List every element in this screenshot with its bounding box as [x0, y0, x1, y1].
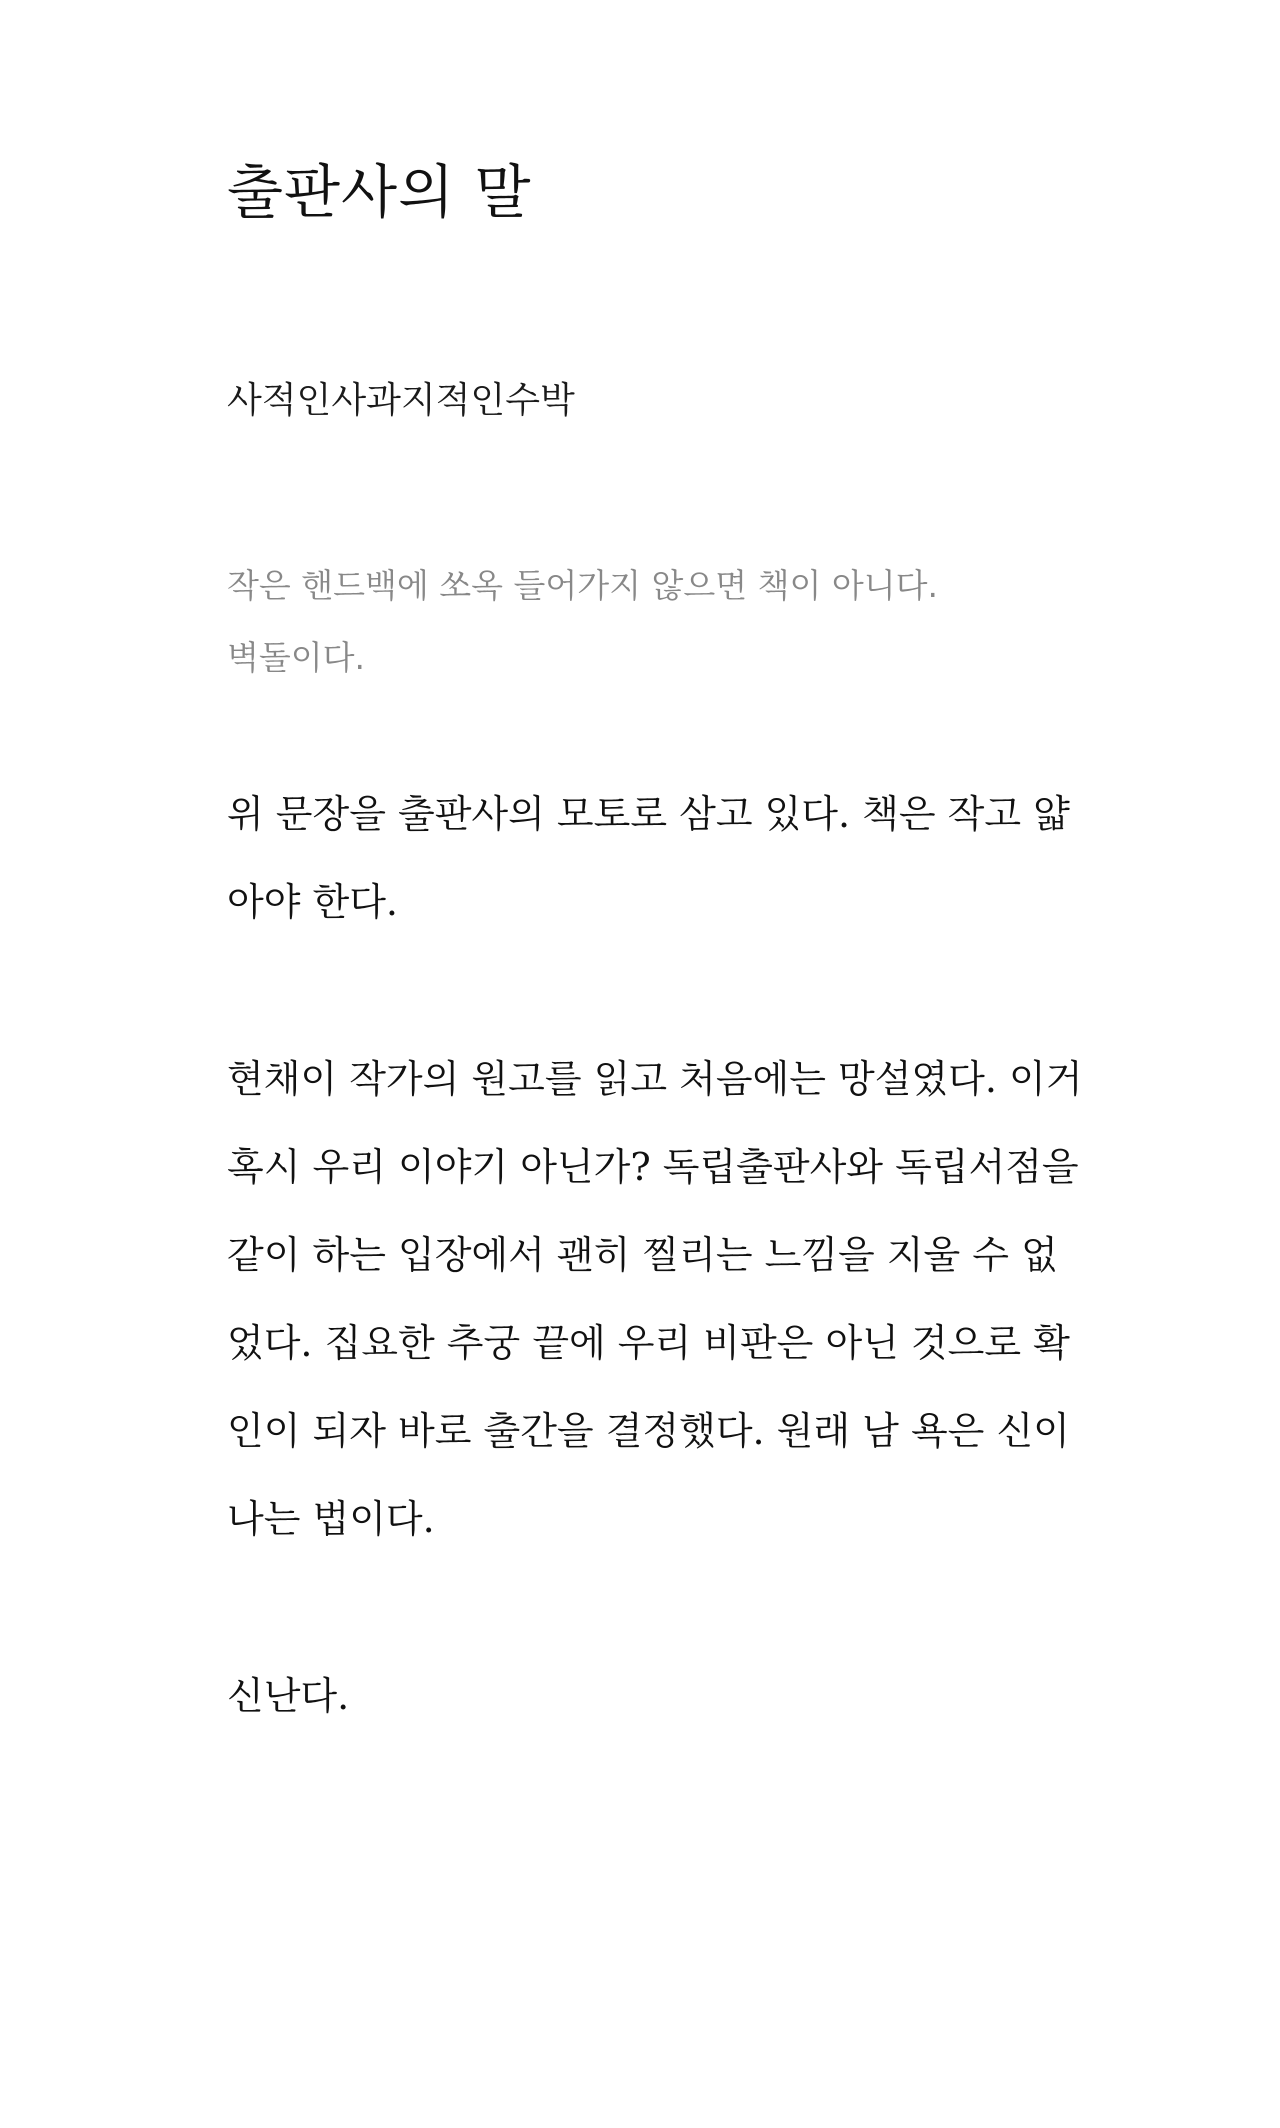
text-line: 아야 한다. — [227, 880, 398, 924]
paragraph-motto — [227, 770, 1107, 946]
epigraph-line: 벽돌이다. — [227, 638, 366, 677]
text-line: 었다. 집요한 추궁 끝에 우리 비판은 아닌 것으로 확 — [227, 1321, 1070, 1365]
text-line: 혹시 우리 이야기 아닌가? 독립출판사와 독립서점을 — [227, 1145, 1079, 1189]
paragraph-closing — [227, 1652, 1107, 1740]
page-title: 출판사의 말 — [227, 158, 532, 226]
text-line: 나는 법이다. — [227, 1497, 435, 1541]
text-line: 신난다. — [227, 1674, 350, 1718]
text-line: 현채이 작가의 원고를 읽고 처음에는 망설였다. 이거 — [227, 1057, 1083, 1101]
epigraph-line: 작은 핸드백에 쏘옥 들어가지 않으면 책이 아니다. — [227, 566, 938, 605]
text-line: 위 문장을 출판사의 모토로 삼고 있다. 책은 작고 얇 — [227, 792, 1070, 836]
paragraph-decision — [227, 1035, 1107, 1563]
epigraph — [227, 550, 1107, 694]
text-line: 인이 되자 바로 출간을 결정했다. 원래 남 욕은 신이 — [227, 1409, 1070, 1453]
text-line: 같이 하는 입장에서 괜히 찔리는 느낌을 지울 수 없 — [227, 1233, 1058, 1277]
publisher-name: 사적인사과지적인수박 — [227, 380, 575, 421]
